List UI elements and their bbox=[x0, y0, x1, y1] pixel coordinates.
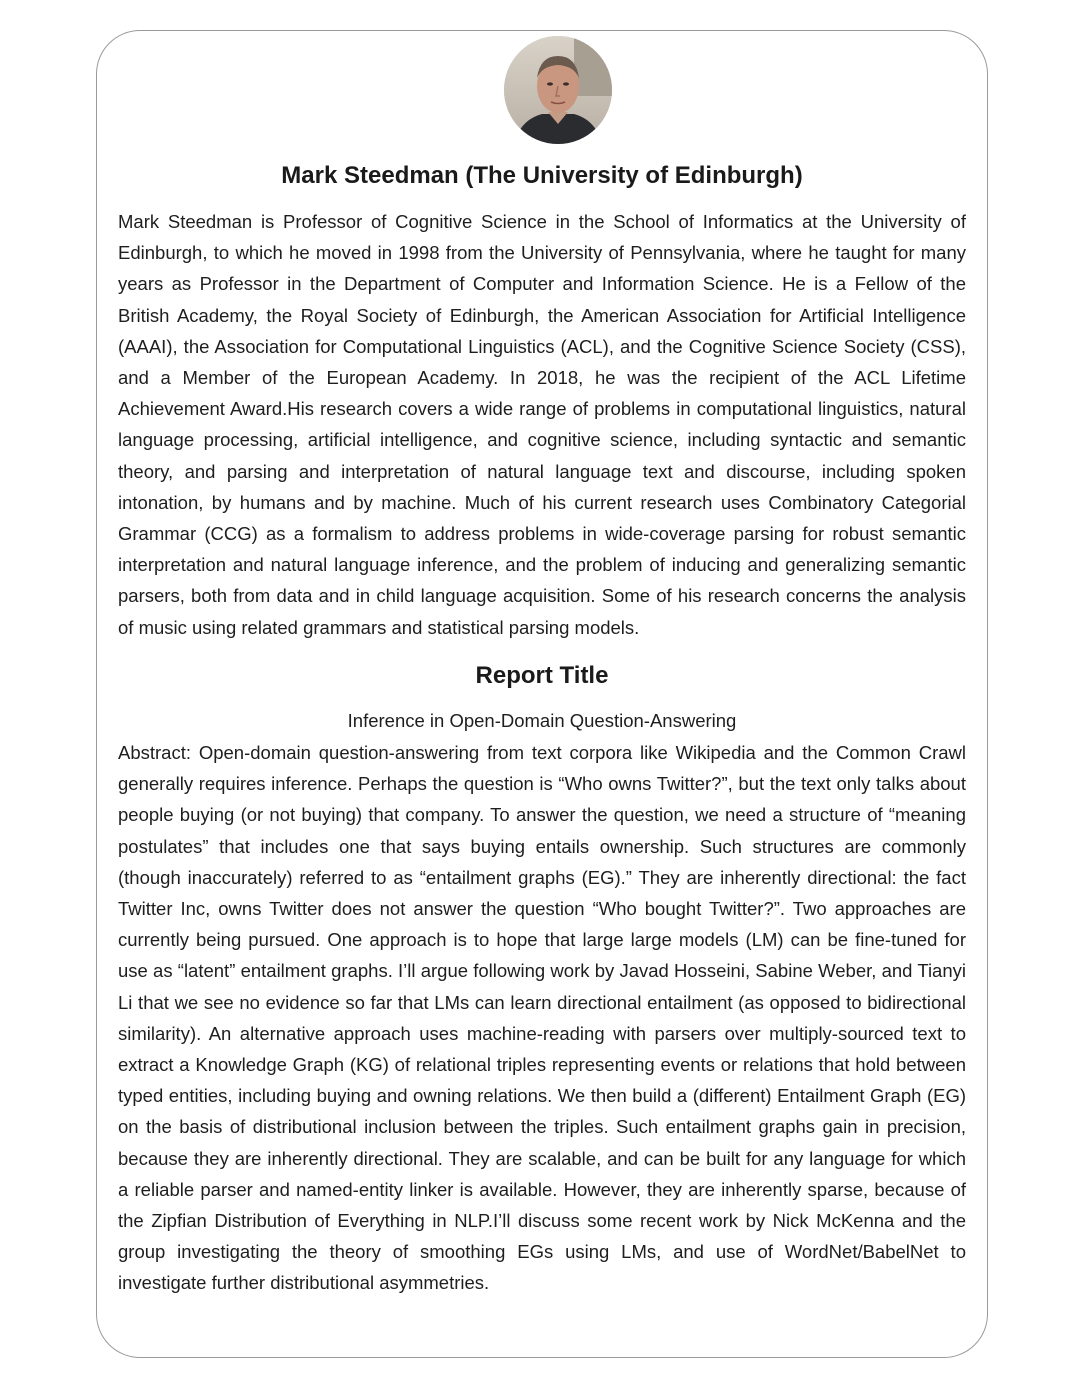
portrait-photo-icon bbox=[504, 36, 612, 144]
speaker-name: Mark Steedman (The University of Edinburgh) bbox=[281, 162, 803, 189]
report-title: Inference in Open-Domain Question-Answering bbox=[347, 710, 737, 731]
speaker-bio: Mark Steedman is Professor of Cognitive Science in the School of Informatics at the University of Edinburgh, to which he moved in 1998 from the University of Pennsylvania, where he taught for many years as Professor in the Department of Computer and Information Science. He is a Fellow of the British Academy, the Royal Society of Edinburgh, the American Association for Artificial Intelligence (AAAI), the Association for Computational Linguistics (ACL), and the Cognitive Science Society (CSS), and a Member of the European Academy. In 2018, he was the recipient of the ACL Lifetime Achievement Award.His research covers a wide range of problems in computational linguistics, natural language processing, artificial intelligence, and cognitive science, including syntactic and semantic theory, and parsing and interpretation of natural language text and discourse, including spoken intonation, by humans and by machine. Much of his current research uses Combinatory Categorial Grammar (CCG) as a formalism to address problems in wide-coverage parsing for robust semantic interpretation and natural language inference, and the problem of inducing and generalizing semantic parsers, both from data and in child language acquisition. Some of his research concerns the analysis of music using related grammars and statistical parsing models. bbox=[118, 211, 966, 638]
report-abstract: Abstract: Open-domain question-answering from text corpora like Wikipedia and the Common Crawl generally requires inference. Perhaps the question is “Who owns Twitter?”, but the text only talks about people buying (or not buying) that company. To answer the question, we need a structure of “meaning postulates” that includes one that says buying entails ownership. Such structures are commonly (though inaccurately) referred to as “entailment graphs (EG).” They are inherently directional: the fact Twitter Inc, owns Twitter does not answer the question “Who bought Twitter?”. Two approaches are currently being pursued. One approach is to hope that large large models (LM) can be fine-tuned for use as “latent” entailment graphs. I’ll argue following work by Javad Hosseini, Sabine Weber, and Tianyi Li that we see no evidence so far that LMs can learn directional entailment (as opposed to bidirectional similarity). An alternative approach uses machine-reading with parsers over multiply-sourced text to extract a Knowledge Graph (KG) of relational triples representing events or relations that hold between typed entities, including buying and owning relations. We then build a (different) Entailment Graph (EG) on the basis of distributional inclusion between the triples. Such entailment graphs gain in precision, because they are inherently directional. They are scalable, and can be built for any language for which a reliable parser and named-entity linker is available. However, they are inherently sparse, because of the Zipfian Distribution of Everything in NLP.I’ll discuss some recent work by Nick McKenna and the group investigating the theory of smoothing EGs using LMs, and use of WordNet/BabelNet to investigate further distributional asymmetries. bbox=[118, 742, 966, 1294]
speaker-photo bbox=[504, 36, 612, 144]
report-section-heading: Report Title bbox=[475, 662, 609, 689]
